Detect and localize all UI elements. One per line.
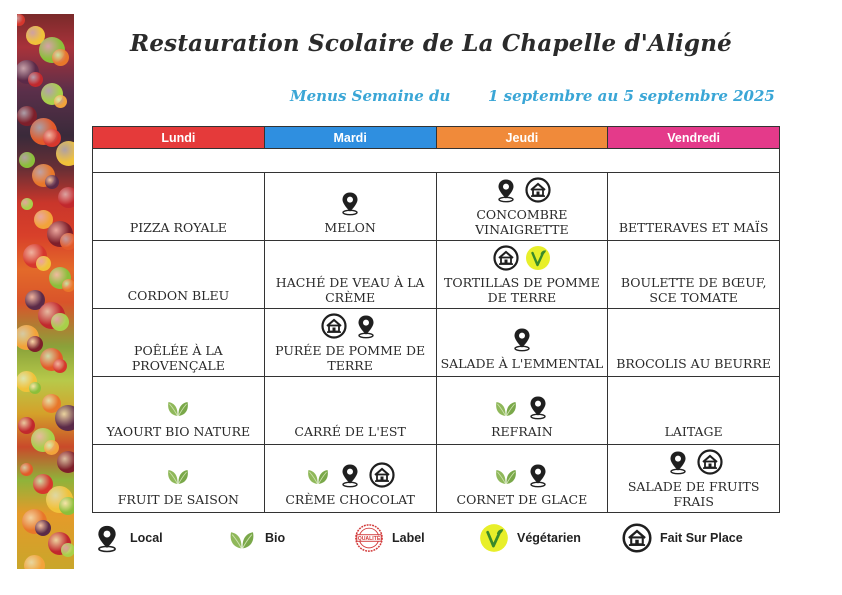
dish-name: BOULETTE DE BŒUF, SCE TOMATE (620, 274, 767, 306)
dish-name: BROCOLIS AU BEURRE (616, 356, 771, 371)
organic-leaf-icon (165, 394, 191, 420)
legend-label: Bio (265, 531, 286, 545)
fruit-shape (62, 279, 74, 292)
menu-cell (608, 309, 780, 377)
dish-name: SALADE À L'EMMENTAL (440, 356, 604, 371)
menu-cell (264, 241, 436, 309)
location-pin-icon (525, 394, 551, 420)
dish-name: SALADE DE FRUITS FRAIS (627, 478, 760, 510)
fruit-shape (51, 313, 69, 331)
dish-icons (269, 188, 432, 218)
dish-name: CARRÉ DE L'EST (294, 424, 406, 439)
dish-icons (269, 243, 432, 273)
organic-leaf-icon (227, 523, 257, 553)
legend (92, 523, 782, 555)
fruit-shape (36, 256, 51, 271)
page-title: Restauration Scolaire de La Chapelle d'Aligné (130, 30, 732, 57)
quality-label-icon (354, 523, 384, 553)
legend-label: Végétarien (517, 531, 581, 545)
fruit-shape (60, 233, 74, 250)
location-pin-icon (493, 177, 519, 203)
organic-leaf-icon (305, 462, 331, 488)
dish-icons (269, 392, 432, 422)
dish-icons (269, 460, 432, 490)
legend-item-bio (227, 523, 285, 553)
location-pin-icon (337, 190, 363, 216)
dish-name: PURÉE DE POMME DE TERRE (275, 342, 426, 374)
fruit-shape (35, 520, 51, 536)
location-pin-icon (337, 462, 363, 488)
fruit-shape (28, 72, 43, 87)
week-dates: 1 septembre au 5 septembre 2025 (488, 87, 775, 105)
vegetarian-icon (525, 245, 551, 271)
menu-cell (264, 309, 436, 377)
location-pin-icon (525, 462, 551, 488)
menu-cell (436, 173, 608, 241)
menu-cell (436, 309, 608, 377)
fruit-shape (17, 14, 25, 26)
dish-icons (97, 256, 260, 286)
legend-label: Label (392, 531, 425, 545)
quality-stamp-text: QUALITÉ (357, 536, 381, 543)
menu-cell (93, 377, 265, 445)
menu-cell (264, 173, 436, 241)
dish-name: POÊLÉE À LA PROVENÇALE (131, 342, 225, 374)
menu-cell (608, 241, 780, 309)
location-pin-icon (92, 523, 122, 553)
fruit-shape (53, 359, 67, 373)
menu-row (93, 445, 780, 513)
weekly-menu-table (92, 126, 780, 513)
menu-cell (93, 309, 265, 377)
menu-cell (436, 445, 608, 513)
fruit-shape (45, 175, 59, 189)
homemade-house-icon (321, 313, 347, 339)
legend-label: Fait Sur Place (660, 531, 743, 545)
fruit-shape (24, 555, 45, 570)
dish-icons (441, 324, 604, 354)
dish-icons (612, 243, 775, 273)
fruit-shape (21, 198, 33, 210)
menu-cell (436, 377, 608, 445)
dish-icons (612, 392, 775, 422)
fruit-shape (57, 451, 74, 473)
dish-name: MELON (324, 220, 376, 235)
day-header-jeudi: Jeudi (436, 127, 608, 149)
dish-name: CRÈME CHOCOLAT (285, 492, 415, 507)
fruit-shape (58, 187, 74, 208)
dish-icons (612, 188, 775, 218)
fruit-shape (20, 463, 33, 476)
dish-name: PIZZA ROYALE (129, 220, 227, 235)
fruit-shape (61, 543, 74, 557)
fruit-shape (29, 382, 41, 394)
day-header-mardi: Mardi (264, 127, 436, 149)
dish-icons (612, 324, 775, 354)
dish-icons (441, 175, 604, 205)
fruit-shape (44, 440, 59, 455)
menu-cell (608, 445, 780, 513)
fruit-shape (55, 405, 74, 431)
dish-name: LAITAGE (664, 424, 723, 439)
dish-icons (612, 447, 775, 477)
menu-cell (93, 173, 265, 241)
dish-name: REFRAIN (491, 424, 553, 439)
dish-icons (441, 460, 604, 490)
dish-name: CORNET DE GLACE (456, 492, 588, 507)
menu-cell (436, 241, 608, 309)
fruit-shape (59, 497, 74, 515)
menu-cell (93, 445, 265, 513)
homemade-house-icon (369, 462, 395, 488)
location-pin-icon (509, 326, 535, 352)
legend-item-local (92, 523, 163, 553)
dish-name: FRUIT DE SAISON (117, 492, 239, 507)
menu-cell (608, 173, 780, 241)
location-pin-icon (353, 313, 379, 339)
menu-row (93, 241, 780, 309)
homemade-house-icon (697, 449, 723, 475)
organic-leaf-icon (493, 394, 519, 420)
dish-name: YAOURT BIO NATURE (106, 424, 251, 439)
dish-icons (269, 311, 432, 341)
homemade-house-icon (493, 245, 519, 271)
day-header-row (93, 127, 780, 149)
dish-name: CORDON BLEU (127, 288, 230, 303)
dish-icons (97, 188, 260, 218)
menu-row (93, 309, 780, 377)
dish-name: CONCOMBRE VINAIGRETTE (475, 206, 569, 238)
fruit-shape (18, 417, 35, 434)
vegetarian-icon (479, 523, 509, 553)
dish-icons (97, 311, 260, 341)
organic-leaf-icon (165, 462, 191, 488)
dish-name: TORTILLAS DE POMME DE TERRE (444, 274, 600, 306)
dish-icons (97, 392, 260, 422)
week-label: Menus Semaine du (290, 87, 451, 105)
dish-icons (97, 460, 260, 490)
menu-cell (264, 445, 436, 513)
menu-cell (93, 241, 265, 309)
legend-item-fait-sur-place (622, 523, 743, 553)
fruit-shape (27, 336, 43, 352)
dish-icons (441, 243, 604, 273)
menu-row (93, 377, 780, 445)
menu-cell (264, 377, 436, 445)
menu-row (93, 173, 780, 241)
legend-label: Local (130, 531, 163, 545)
homemade-house-icon (622, 523, 652, 553)
homemade-house-icon (525, 177, 551, 203)
day-header-lundi: Lundi (93, 127, 265, 149)
location-pin-icon (665, 449, 691, 475)
spacer-row (93, 149, 780, 173)
dish-name: HACHÉ DE VEAU À LA CRÈME (275, 274, 425, 306)
fruit-shape (54, 95, 67, 108)
fruit-vegetable-decorative-strip (17, 14, 74, 569)
organic-leaf-icon (493, 462, 519, 488)
fruit-shape (19, 152, 35, 168)
menu-cell (608, 377, 780, 445)
day-header-vendredi: Vendredi (608, 127, 780, 149)
legend-item-label (354, 523, 425, 553)
fruit-shape (56, 141, 74, 166)
legend-item-vegetarien (479, 523, 581, 553)
dish-name: BETTERAVES ET MAÏS (618, 220, 769, 235)
dish-icons (441, 392, 604, 422)
